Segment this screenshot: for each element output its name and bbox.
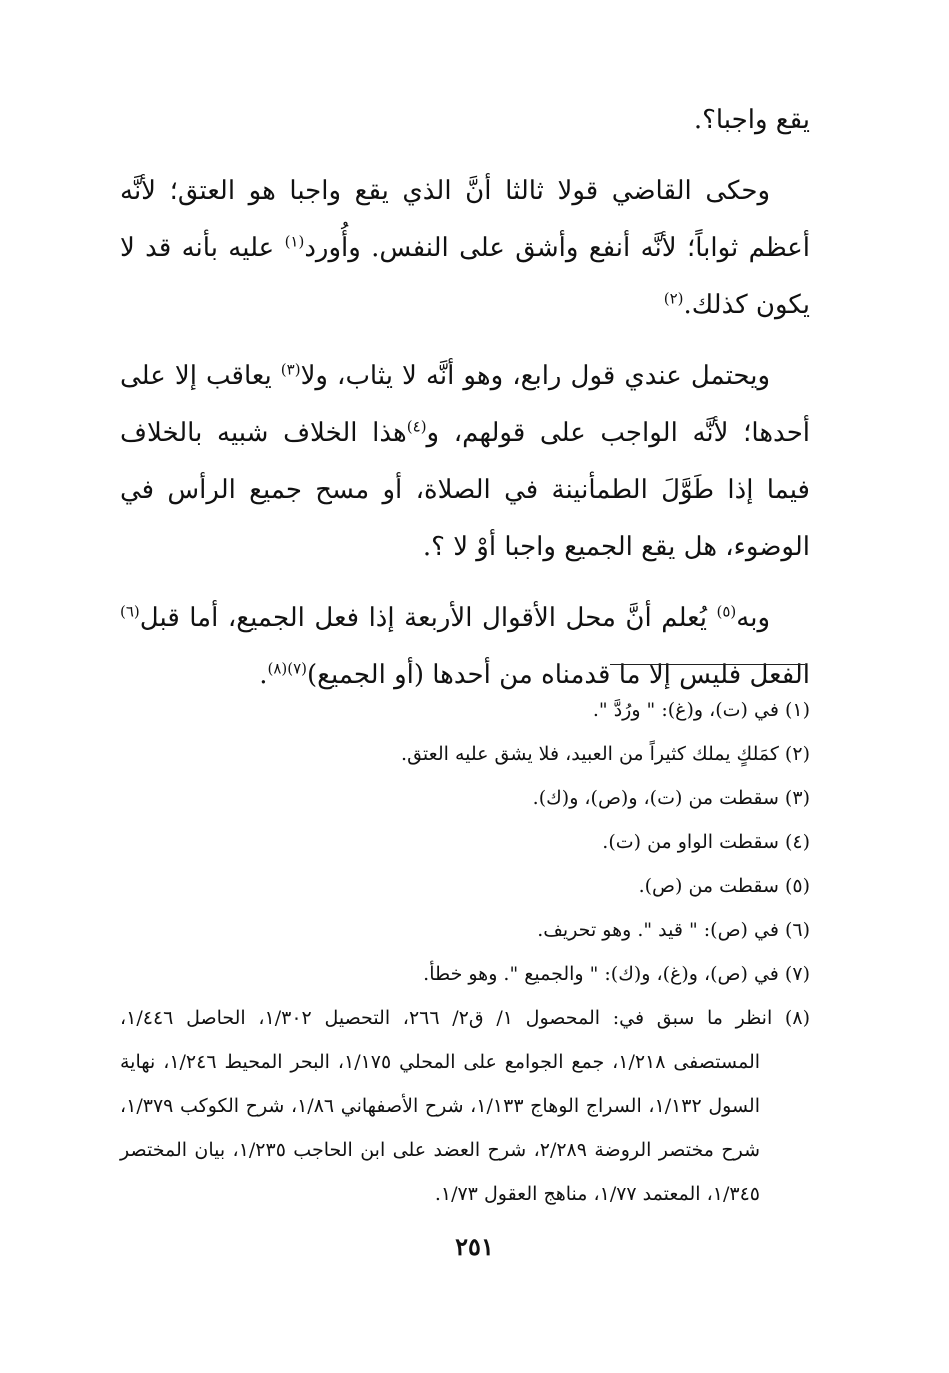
footnotes xyxy=(120,688,810,1216)
paragraph-3-text-b: يعاقب إلا على أحدها؛ لأنَّه الواجب على قولهم، و xyxy=(120,361,810,448)
paragraph-4-end: . xyxy=(259,660,268,690)
paragraph-4-text-c: الفعل فليس إلا ما قدمناه من أحدها (أو الجميع) xyxy=(307,660,810,690)
paragraph-4-text-b: يُعلم أنَّ محل الأقوال الأربعة إذا فعل الجميع، أما قبل xyxy=(139,603,717,633)
page-number: ٢٥١ xyxy=(455,1232,494,1261)
footnote-7: (٧) في (ص)، و(غ)، و(ك): " والجميع ". وهو خطأ. xyxy=(423,963,810,985)
main-text xyxy=(120,92,810,718)
paragraph-1-text: يقع واجبا؟. xyxy=(693,105,810,135)
footnote-1: (١) في (ت)، و(غ): " ورُدَّ ". xyxy=(592,699,810,721)
footnote-5: (٥) سقطت من (ص). xyxy=(638,875,810,897)
paragraph-3-text-c: هذا الخلاف شبيه بالخلاف فيما إذا طَوَّلَ الطمأنينة في الصلاة، أو مسح جميع الرأس في الوضوء، هل يقع الجميع واجبا أوْ لا ؟. xyxy=(120,418,810,562)
paragraph-2-text-b: عليه بأنه قد لا يكون كذلك. xyxy=(120,233,810,320)
footnote-separator xyxy=(610,664,805,665)
footnote-ref-4[interactable]: (٤) xyxy=(406,417,427,436)
footnote-6: (٦) في (ص): " قيد ". وهو تحريف. xyxy=(537,919,810,941)
paragraph-1 xyxy=(120,92,810,149)
footnote-ref-7[interactable]: (٧) xyxy=(287,659,308,678)
footnote-ref-2[interactable]: (٢) xyxy=(663,289,684,308)
paragraph-2-text-a: وحكى القاضي قولا ثالثا أنَّ الذي يقع واجبا هو العتق؛ لأنَّه أعظم ثواباً؛ لأنَّه أنفع وأشق على النفس. وأُورد xyxy=(120,176,811,263)
footnote-ref-3[interactable]: (٣) xyxy=(280,360,301,379)
paragraph-3 xyxy=(120,348,810,576)
paragraph-2 xyxy=(120,163,810,334)
footnote-2: (٢) كمَلكٍ يملك كثيراً من العبيد، فلا يشق عليه العتق. xyxy=(401,743,810,765)
footnote-8: (٨) انظر ما سبق في: المحصول ١/ ق٢/ ٢٦٦، التحصيل ١/٣٠٢، الحاصل ١/٤٤٦، المستصفى ١/٢١٨، جمع الجوامع على المحلي ١/١٧٥، البحر المحيط ١/٢٤٦، نهاية السول ١/١٣٢، السراج الوهاج ١/١٣٣، شرح الأصفهاني ١/٨٦، شرح الكوكب ١/٣٧٩، شرح مختصر الروضة ٢/٢٨٩، شرح العضد على ابن الحاجب ١/٢٣٥، بيان المختصر ١/٣٤٥، المعتمد ١/٧٧، مناهج العقول ١/٧٣. xyxy=(120,1007,810,1205)
paragraph-3-text-a: ويحتمل عندي قول رابع، وهو أنَّه لا يثاب، ولا xyxy=(300,361,770,391)
paragraph-4-text-a: وبه xyxy=(736,603,770,633)
footnote-ref-1[interactable]: (١) xyxy=(284,232,305,251)
footnote-3: (٣) سقطت من (ت)، و(ص)، و(ك). xyxy=(532,787,810,809)
footnote-4: (٤) سقطت الواو من (ت). xyxy=(602,831,810,853)
footnote-ref-6[interactable]: (٦) xyxy=(120,602,140,621)
paragraph-4 xyxy=(120,590,810,704)
footnote-ref-5[interactable]: (٥) xyxy=(716,602,737,621)
footnote-ref-8[interactable]: (٨) xyxy=(267,659,288,678)
